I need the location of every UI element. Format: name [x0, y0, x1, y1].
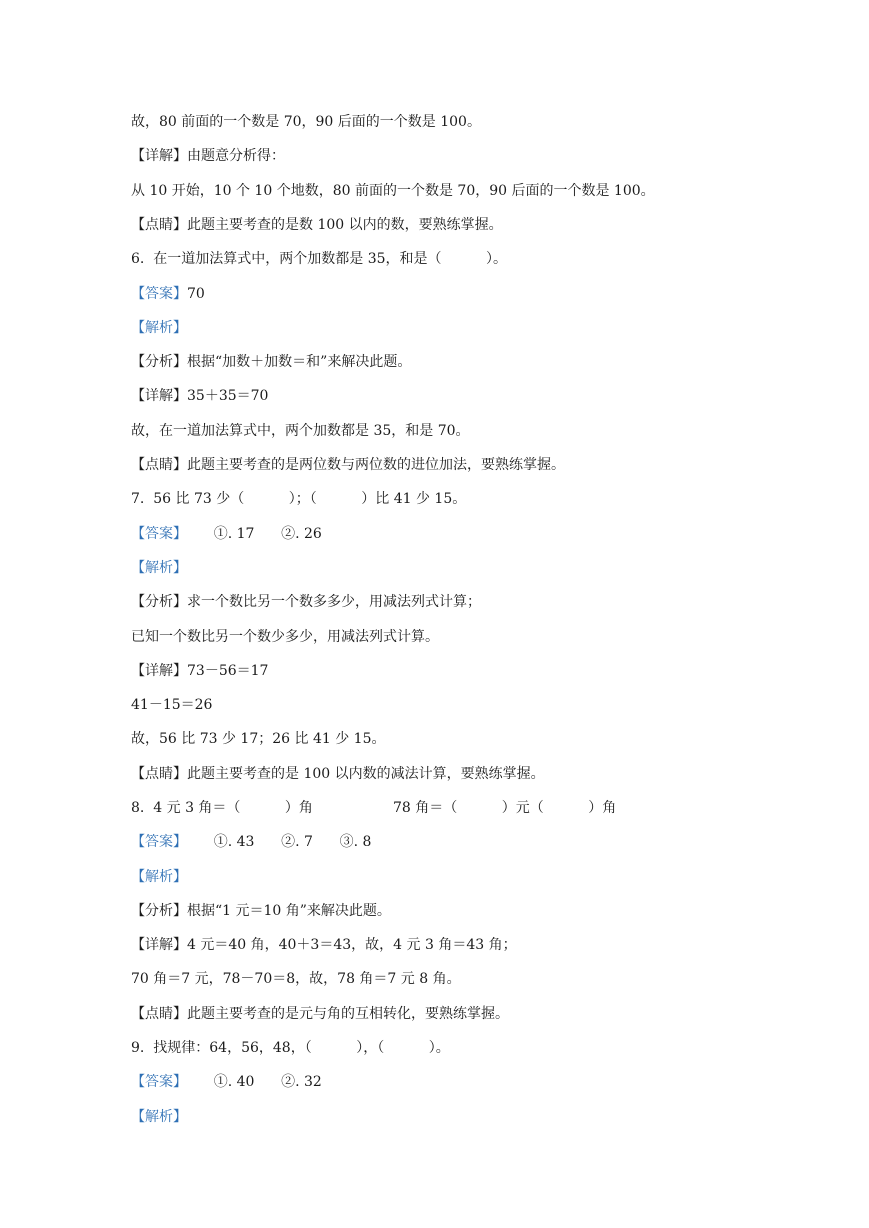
line-text: ①. 43 ②. 7 ③. 8	[187, 834, 372, 850]
section-tag: 【详解】	[131, 663, 187, 679]
text-line	[131, 727, 386, 751]
text-line	[131, 967, 461, 991]
text-line	[131, 693, 212, 717]
text-line	[131, 1002, 509, 1026]
text-line	[131, 282, 205, 306]
line-text: 4 元＝40 角，40＋3＝43，故，4 元 3 角＝43 角；	[187, 937, 517, 953]
line-text: 根据“1 元＝10 角”来解决此题。	[187, 903, 391, 919]
text-line	[131, 487, 466, 511]
section-tag: 【解析】	[131, 560, 187, 576]
line-text: 6. 在一道加法算式中，两个加数都是 35，和是（ ）。	[131, 251, 508, 267]
text-line	[131, 865, 187, 889]
line-text: 从 10 开始，10 个 10 个地数，80 前面的一个数是 70，90 后面的一个数是 100。	[131, 183, 655, 199]
text-line	[131, 1105, 187, 1129]
line-text: 此题主要考查的是 100 以内数的减法计算，要熟练掌握。	[187, 766, 545, 782]
section-tag: 【解析】	[131, 320, 187, 336]
line-text: 35＋35＝70	[187, 388, 269, 404]
section-tag: 【答案】	[131, 526, 187, 542]
line-text: 70	[187, 286, 205, 302]
line-text: 求一个数比另一个数多多少，用减法列式计算；	[187, 594, 481, 610]
line-text: 73－56＝17	[187, 663, 269, 679]
line-text: 此题主要考查的是两位数与两位数的进位加法，要熟练掌握。	[187, 457, 565, 473]
text-line	[131, 419, 470, 443]
section-tag: 【详解】	[131, 148, 187, 164]
text-line	[131, 110, 481, 134]
text-line	[131, 453, 565, 477]
text-line	[131, 933, 517, 957]
line-text: 由题意分析得：	[187, 148, 285, 164]
section-tag: 【点睛】	[131, 217, 187, 233]
text-line	[131, 144, 285, 168]
section-tag: 【分析】	[131, 903, 187, 919]
line-text: 故，在一道加法算式中，两个加数都是 35，和是 70。	[131, 423, 470, 439]
section-tag: 【答案】	[131, 286, 187, 302]
section-tag: 【答案】	[131, 834, 187, 850]
line-text: 故，80 前面的一个数是 70，90 后面的一个数是 100。	[131, 114, 481, 130]
section-tag: 【详解】	[131, 937, 187, 953]
line-text: 8. 4 元 3 角＝（ ）角 78 角＝（ ）元（ ）角	[131, 800, 617, 816]
line-text: 已知一个数比另一个数少多少，用减法列式计算。	[131, 629, 439, 645]
text-line	[131, 522, 322, 546]
line-text: 70 角＝7 元，78－70＝8，故，78 角＝7 元 8 角。	[131, 971, 461, 987]
section-tag: 【点睛】	[131, 1006, 187, 1022]
section-tag: 【答案】	[131, 1074, 187, 1090]
section-tag: 【点睛】	[131, 766, 187, 782]
text-line	[131, 179, 655, 203]
text-line	[131, 796, 616, 820]
text-line	[131, 899, 391, 923]
line-text: 此题主要考查的是数 100 以内的数，要熟练掌握。	[187, 217, 503, 233]
section-tag: 【详解】	[131, 388, 187, 404]
text-line	[131, 247, 507, 271]
text-line	[131, 556, 187, 580]
text-line	[131, 1070, 322, 1094]
line-text: 故，56 比 73 少 17；26 比 41 少 15。	[131, 731, 386, 747]
text-line	[131, 762, 545, 786]
text-line	[131, 830, 371, 854]
section-tag: 【解析】	[131, 869, 187, 885]
section-tag: 【分析】	[131, 354, 187, 370]
text-line	[131, 384, 268, 408]
text-line	[131, 659, 268, 683]
text-line	[131, 316, 187, 340]
text-line	[131, 350, 411, 374]
text-line	[131, 213, 503, 237]
text-line	[131, 1036, 450, 1060]
section-tag: 【点睛】	[131, 457, 187, 473]
line-text: 7. 56 比 73 少（ ）；（ ）比 41 少 15。	[131, 491, 467, 507]
line-text: 9. 找规律：64，56，48，（ ），（ ）。	[131, 1040, 450, 1056]
text-line	[131, 625, 439, 649]
text-line	[131, 590, 481, 614]
section-tag: 【解析】	[131, 1109, 187, 1125]
line-text: ①. 40 ②. 32	[187, 1074, 322, 1090]
line-text: ①. 17 ②. 26	[187, 526, 322, 542]
section-tag: 【分析】	[131, 594, 187, 610]
line-text: 41－15＝26	[131, 697, 213, 713]
line-text: 此题主要考查的是元与角的互相转化，要熟练掌握。	[187, 1006, 509, 1022]
line-text: 根据“加数＋加数＝和”来解决此题。	[187, 354, 412, 370]
